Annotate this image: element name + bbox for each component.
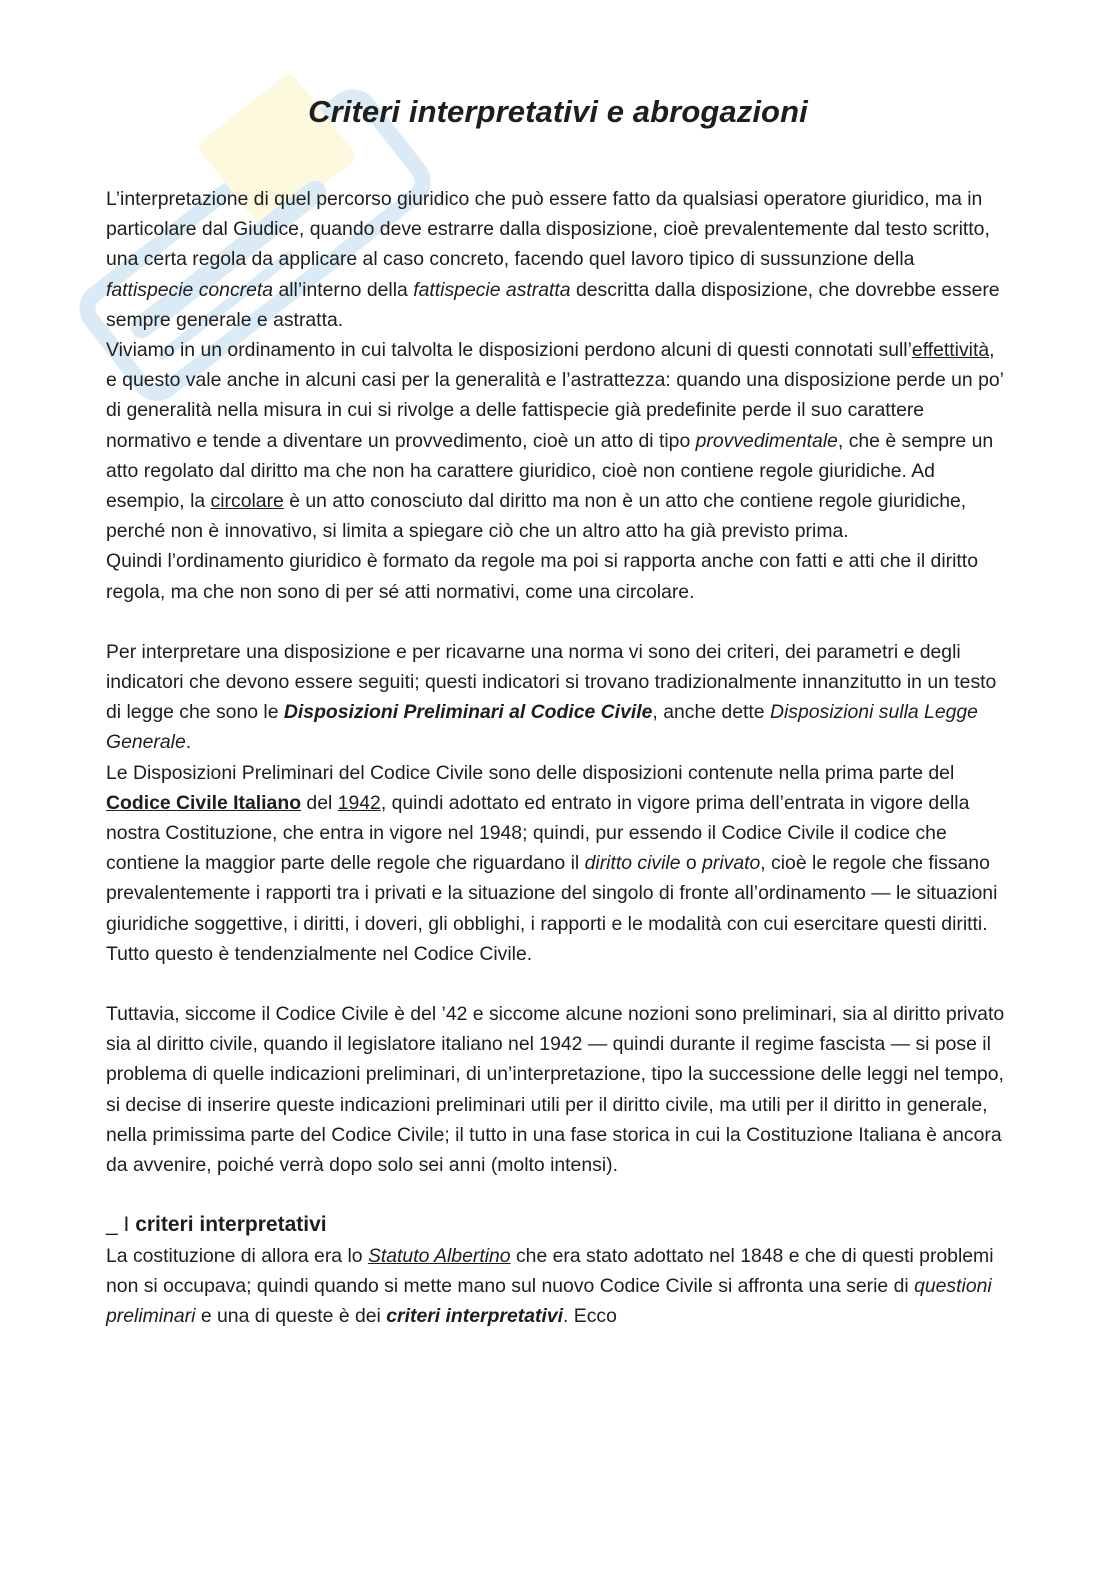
paragraph-4: La costituzione di allora era lo Statuto Albertino che era stato adottato nel 1848 e che di questi problemi non si occupava; quindi quando si mette mano sul nuovo Codice Civile si affronta una serie di questioni preliminari e una di queste è dei criteri interpretativi. Ecco	[106, 1244, 994, 1327]
document-body	[106, 184, 1006, 1331]
paragraph-2: Per interpretare una disposizione e per ricavarne una norma vi sono dei criteri, dei parametri e degli indicatori che devono essere seguiti; questi indicatori si trovano tradizionalmente innanzitutto in un testo di legge che sono le Disposizioni Preliminari al Codice Civile, anche dette Disposizioni sulla Legge Generale. Le Disposizioni Preliminari del Codice Civile sono delle disposizioni contenute nella prima parte del Codice Civile Italiano del 1942, quindi adottato ed entrato in vigore prima dell’entrata in vigore della nostra Costituzione, che entra in vigore nel 1948; quindi, pur essendo il Codice Civile il codice che contiene la maggior parte delle regole che riguardano il diritto civile o privato, cioè le regole che fissano prevalentemente i rapporti tra i privati e la situazione del singolo di fronte all’ordinamento — le situazioni giuridiche soggettive, i diritti, i doveri, gli obblighi, i rapporti e le modalità con cui esercitare questi diritti. Tutto questo è tendenzialmente nel Codice Civile.	[106, 640, 998, 965]
link-statuto-albertino[interactable]: Statuto Albertino	[367, 1244, 511, 1267]
paragraph-3: Tuttavia, siccome il Codice Civile è del ’42 e siccome alcune nozioni sono preliminari, sia al diritto privato sia al diritto civile, quando il legislatore italiano nel 1942 — quindi durante il regime fascista — si pose il problema di quelle indicazioni preliminari, di un’interpretazione, tipo la successione delle leggi nel tempo, si decise di inserire queste indicazioni preliminari utili per il diritto civile, ma utili per il diritto in generale, nella primissima parte del Codice Civile; il tutto in una fase storica in cui la Costituzione Italiana è ancora da avvenire, poiché verrà dopo solo sei anni (molto intensi).	[106, 1003, 1005, 1177]
link-codice-civile-italiano[interactable]: Codice Civile Italiano	[106, 791, 302, 814]
section-heading: _ I criteri interpretativi	[106, 1213, 327, 1237]
link-effettivita[interactable]: effettività	[911, 339, 990, 362]
link-1942[interactable]: 1942	[337, 791, 381, 814]
paragraph-1: L’interpretazione di quel percorso giuridico che può essere fatto da qualsiasi operatore giuridico, ma in particolare dal Giudice, quando deve estrarre dalla disposizione, cioè prevalentemente dal testo scritto, una certa regola da applicare al caso concreto, facendo quel lavoro tipico di sussunzione della fattispecie concreta all’interno della fattispecie astratta descritta dalla disposizione, che dovrebbe essere sempre generale e astratta. Viviamo in un ordinamento in cui talvolta le disposizioni perdono alcuni di questi connotati sull’effettività, e questo vale anche in alcuni casi per la generalità e l’astrattezza: quando una disposizione perde un po’ di generalità nella misura in cui si rivolge a delle fattispecie già predefinite perde il suo carattere normativo e tende a diventare un provvedimento, cioè un atto di tipo provvedimentale, che è sempre un atto regolato dal diritto ma che non ha carattere giuridico, cioè non contiene regole giuridiche. Ad esempio, la circolare è un atto conosciuto dal diritto ma non è un atto che contiene regole giuridiche, perché non è innovativo, si limita a spiegare ciò che un altro atto ha già previsto prima. Quindi l’ordinamento giuridico è formato da regole ma poi si rapporta anche con fatti e atti che il diritto regola, ma che non sono di per sé atti normativi, come una circolare.	[106, 188, 1004, 603]
document-title: Criteri interpretativi e abrogazioni	[308, 94, 808, 129]
link-circolare[interactable]: circolare	[210, 490, 284, 513]
